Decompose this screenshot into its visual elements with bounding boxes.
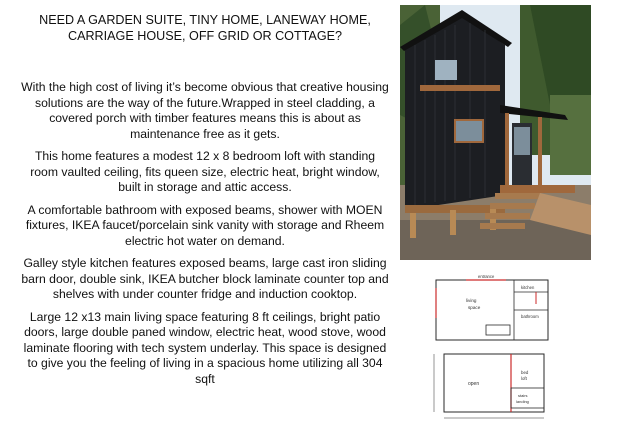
plan-label-kitchen: kitchen (521, 285, 535, 290)
plan-label-stairs: stairs (518, 393, 528, 398)
lower-floor-outline (444, 354, 544, 412)
plan-label-entrance: entrance (478, 274, 495, 279)
plan-label-open: open (468, 381, 480, 387)
plan-label-bathroom: bathroom (521, 314, 539, 319)
tiny-home-photo (400, 5, 591, 260)
plan-label-loft: loft (521, 376, 527, 381)
plan-label-bed: bed (521, 370, 529, 375)
living-space-paragraph: Large 12 x13 main living space featuring 8 ft ceilings, bright patio doors, large double paned window, electric heat, wood stove, wood laminate flooring with tech system underlay. This space is designed to give you the feeling of living in a spacious home utilizing all 304 sqft (23, 309, 387, 386)
plan-label-space: space (468, 305, 481, 310)
bathroom-paragraph: A comfortable bathroom with exposed beams, shower with MOEN fixtures, IKEA faucet/porcelain sink vanity with storage and Rheem electric hot water on demand. (25, 202, 385, 248)
listing-text (20, 12, 390, 394)
headline: NEED A GARDEN SUITE, TINY HOME, LANEWAY HOME, CARRIAGE HOUSE, OFF GRID OR COTTAGE? (39, 13, 371, 43)
intro-paragraph: With the high cost of living it’s become obvious that creative housing solutions are the way of the future.Wrapped in steel cladding, a covered porch with timber features means this is about as maintenance free as it gets. (21, 80, 389, 141)
plan-label-living: living (466, 298, 477, 303)
floor-plan-sketch (426, 270, 570, 438)
bedroom-paragraph: This home features a modest 12 x 8 bedroom loft with standing room vaulted ceiling, fits queen size, electric heat, bright window, built in storage and attic access. (30, 149, 380, 194)
kitchen-paragraph: Galley style kitchen features exposed beams, large cast iron sliding barn door, double sink, IKEA butcher block laminate counter top and shelves with under counter fridge and induction cooktop. (21, 256, 389, 301)
plan-label-landing: landing (516, 399, 529, 404)
